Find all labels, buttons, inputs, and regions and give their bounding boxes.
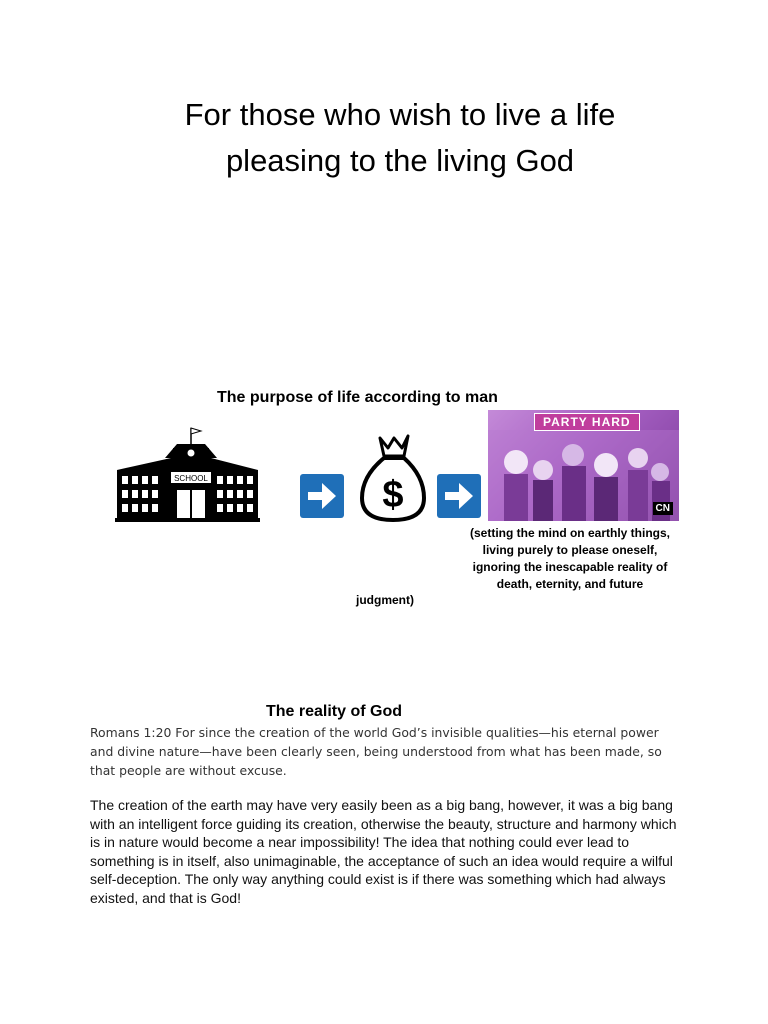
page-title: For those who wish to live a life pleasing to the living God bbox=[184, 97, 616, 178]
section-heading-reality: The reality of God bbox=[266, 703, 403, 720]
channel-logo: CN bbox=[653, 502, 673, 515]
bible-verse: Romans 1:20 For since the creation of the world God’s invisible qualities—his eternal power and divine nature—have been clearly seen, being understood from what has been made, so that people are without excuse. bbox=[90, 725, 662, 778]
school-sign: SCHOOL bbox=[174, 474, 208, 483]
right-arrow-icon bbox=[437, 474, 481, 518]
caption-end: judgment) bbox=[356, 593, 414, 607]
svg-text:$: $ bbox=[382, 474, 404, 516]
party-banner: PARTY HARD bbox=[534, 413, 640, 431]
caption: (setting the mind on earthly things, living purely to please oneself, ignoring the inescapable reality of death, eternity, and future bbox=[469, 526, 670, 591]
right-arrow-icon bbox=[300, 474, 344, 518]
body-paragraph: The creation of the earth may have very easily been as a big bang, however, it was a big bang with an intelligent force guiding its creation, otherwise the beauty, structure and harmony which is in nature would become a near impossibility! The idea that nothing could ever lead to something is in itself, also unimaginable, the acceptance of such an idea would require a wilful self-deception. The only way anything could exist is if there was something which had always existed, and that is God! bbox=[90, 797, 677, 906]
party-image bbox=[488, 410, 679, 521]
section-heading-purpose: The purpose of life according to man bbox=[217, 389, 498, 406]
school-building-icon bbox=[115, 426, 260, 522]
money-bag-icon bbox=[358, 432, 428, 524]
